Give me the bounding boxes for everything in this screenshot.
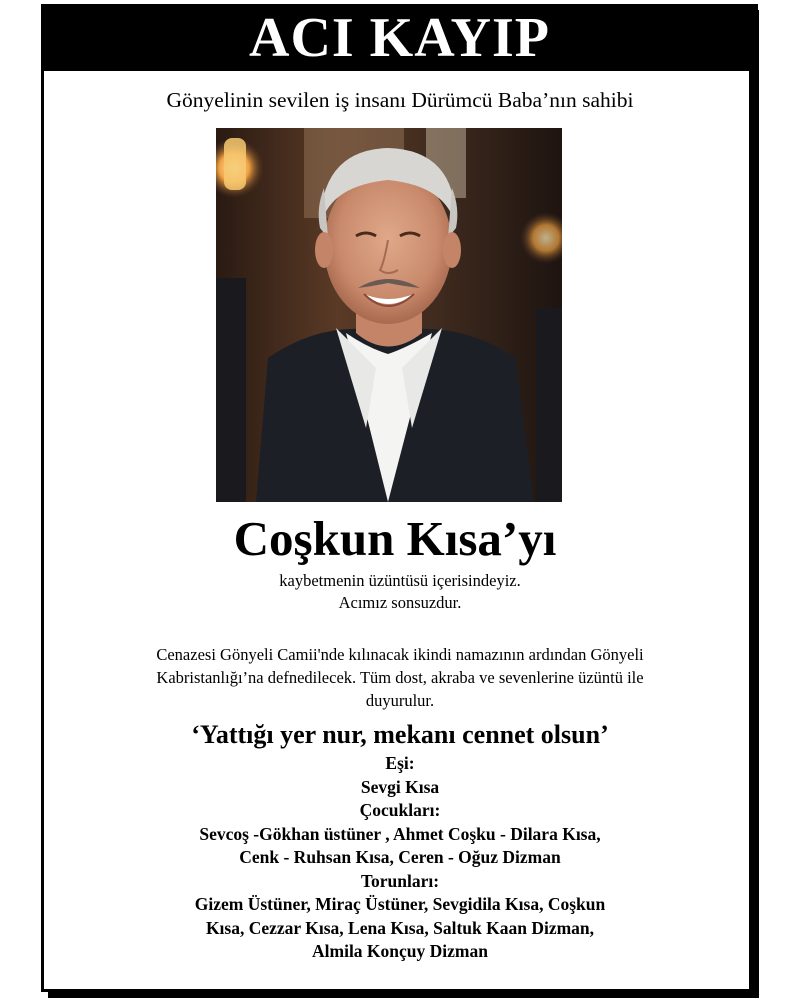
grandchildren-heading: Torunları: — [360, 870, 440, 891]
family-list — [90, 752, 710, 964]
funeral-announcement — [70, 643, 730, 712]
spouse-heading: Eşi: — [385, 753, 415, 773]
frame-shadow-bottom — [48, 992, 759, 998]
children-heading: Çocukları: — [359, 800, 441, 820]
subtitle: Gönyelinin sevilen iş insanı Dürümcü Baba’nın sahibi — [166, 88, 634, 112]
deceased-name: Coşkun Kısa’yı — [233, 511, 557, 566]
spouse-name: Sevgi Kısa — [360, 776, 440, 797]
grandchildren-line: Gizem Üstüner, Miraç Üstüner, Sevgidila Kısa, Coşkun — [194, 894, 606, 914]
prayer-quote: ‘Yattığı yer nur, mekanı cennet olsun’ — [191, 720, 609, 749]
message-line-2: Acımız sonsuzdur. — [338, 593, 462, 612]
funeral-line: duyurulur. — [365, 691, 435, 710]
title-banner — [41, 4, 758, 71]
grandchildren-line: Almila Konçuy Dizman — [312, 941, 488, 961]
funeral-line: Cenazesi Gönyeli Camii'nde kılınacak ikindi namazının ardından Gönyeli — [156, 645, 644, 664]
banner-title: ACI KAYIP — [249, 6, 550, 69]
grandchildren-line: Kısa, Cezzar Kısa, Lena Kısa, Saltuk Kaan Dizman, — [205, 917, 595, 938]
frame-shadow-right — [752, 10, 759, 998]
portrait-photo — [216, 128, 562, 502]
children-line: Sevcoş -Gökhan üstüner , Ahmet Coşku - Dilara Kısa, — [199, 823, 601, 844]
funeral-line: Kabristanlığı’na defnedilecek. Tüm dost, akraba ve sevenlerine üzüntü ile — [156, 668, 644, 687]
message-line-1: kaybetmenin üzüntüsü içerisindeyiz. — [279, 571, 521, 590]
children-line: Cenk - Ruhsan Kısa, Ceren - Oğuz Dizman — [239, 847, 561, 867]
